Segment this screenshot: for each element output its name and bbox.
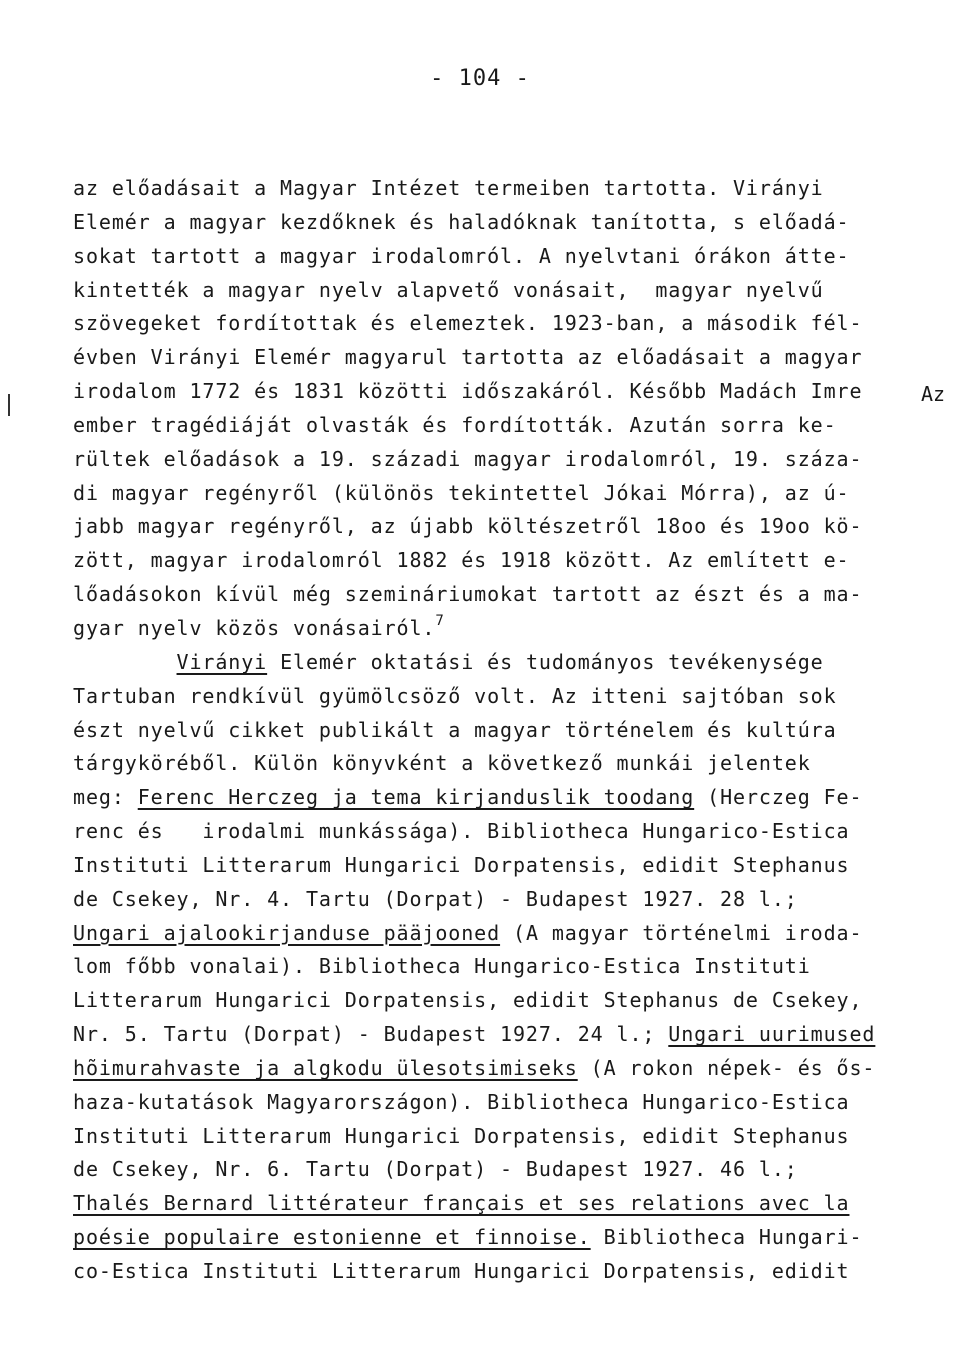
- text-segment: lom főbb vonalai). Bibliotheca Hungarico-Estica Instituti: [73, 954, 811, 979]
- text-line: [73, 612, 919, 646]
- text-segment: (A rokon népek- és ős-: [577, 1055, 876, 1080]
- text-line: [73, 443, 919, 477]
- text-segment: Bibliotheca Hungari-: [590, 1225, 863, 1250]
- underlined-title: Ungari uurimused: [668, 1022, 876, 1047]
- underlined-title: Ferenc Herczeg ja tema kirjanduslik toodang: [137, 785, 695, 810]
- text-line: [73, 917, 919, 951]
- text-segment: (A magyar történelmi iroda-: [500, 920, 863, 945]
- text-segment: tárgyköréből. Külön könyvként a következő munkái jelentek: [73, 751, 811, 776]
- text-line: [73, 375, 919, 409]
- text-segment: Tartuban rendkívül gyümölcsöző volt. Az itteni sajtóban sok: [73, 683, 837, 708]
- text-segment: Litterarum Hungarici Dorpatensis, edidit Stephanus de Csekey,: [73, 988, 863, 1013]
- text-line: [73, 206, 919, 240]
- underlined-title: poésie populaire estonienne et finnoise.: [73, 1225, 591, 1250]
- text-segment: haza-kutatások Magyarországon). Bibliotheca Hungarico-Estica: [73, 1089, 850, 1114]
- text-segment: de Csekey, Nr. 4. Tartu (Dorpat) - Budapest 1927. 28 l.;: [73, 886, 798, 911]
- margin-note: Az: [921, 382, 946, 406]
- text-line: [73, 274, 919, 308]
- page-number: - 104 -: [430, 66, 530, 91]
- text-line: [73, 477, 919, 511]
- text-line: [73, 409, 919, 443]
- text-segment: (Herczeg Fe-: [694, 785, 863, 810]
- text-line: [73, 1052, 919, 1086]
- text-segment: szövegeket fordítottak és elemeztek. 1923-ban, a második fél-: [73, 311, 863, 336]
- text-segment: Elemér oktatási és tudományos tevékenysége: [267, 649, 824, 674]
- text-line: [73, 883, 919, 917]
- text-line: [73, 1018, 919, 1052]
- text-line: [73, 1153, 919, 1187]
- text-segment: Elemér a magyar kezdőknek és haladóknak tanította, s előadá-: [73, 209, 850, 234]
- text-line: [73, 815, 919, 849]
- text-line: [73, 950, 919, 984]
- text-segment: az előadásait a Magyar Intézet termeiben tartotta. Virányi: [73, 176, 824, 200]
- text-line: [73, 714, 919, 748]
- text-segment: lőadásokon kívül még szemináriumokat tartott az észt és a ma-: [73, 582, 863, 607]
- text-segment: di magyar regényről (különös tekintettel Jókai Mórra), az ú-: [73, 480, 850, 505]
- text-segment: Instituti Litterarum Hungarici Dorpatensis, edidit Stephanus: [73, 852, 850, 877]
- text-segment: rültek előadások a 19. századi magyar irodalomról, 19. száza-: [73, 446, 863, 471]
- text-segment: Nr. 5. Tartu (Dorpat) - Budapest 1927. 24 l.;: [73, 1022, 669, 1047]
- text-segment: renc és irodalmi munkássága). Bibliotheca Hungarico-Estica: [73, 819, 850, 844]
- footnote-marker: 7: [435, 612, 445, 629]
- text-segment: gyar nyelv közös vonásairól.: [73, 615, 436, 640]
- underlined-title: Virányi: [176, 649, 268, 674]
- text-line: [73, 646, 919, 680]
- text-line: [73, 1221, 919, 1255]
- text-line: [73, 984, 919, 1018]
- text-segment: sokat tartott a magyar irodalomról. A nyelvtani órákon átte-: [73, 243, 850, 268]
- text-line: [73, 544, 919, 578]
- text-segment: de Csekey, Nr. 6. Tartu (Dorpat) - Budapest 1927. 46 l.;: [73, 1157, 798, 1182]
- text-segment: irodalom 1772 és 1831 közötti időszakáról. Később Madách Imre: [73, 379, 863, 404]
- text-line: [73, 1187, 919, 1221]
- text-segment: jabb magyar regényről, az újabb költészetről 18oo és 19oo kö-: [73, 514, 863, 539]
- text-line: [73, 747, 919, 781]
- text-line: [73, 341, 919, 375]
- text-line: [73, 680, 919, 714]
- underlined-title: Ungari ajalookirjanduse pääjooned: [73, 920, 501, 945]
- text-segment: Instituti Litterarum Hungarici Dorpatensis, edidit Stephanus: [73, 1123, 850, 1148]
- text-line: [73, 1120, 919, 1154]
- text-segment: co-Estica Instituti Litterarum Hungarici Dorpatensis, edidit: [73, 1259, 850, 1283]
- underlined-title: Thalés Bernard littérateur français et ses relations avec la: [73, 1191, 850, 1216]
- text-line: [73, 1086, 919, 1120]
- underlined-title: hõimurahvaste ja algkodu ülesotsimiseks: [73, 1055, 578, 1080]
- text-segment: zött, magyar irodalomról 1882 és 1918 között. Az említett e-: [73, 548, 850, 573]
- text-segment: észt nyelvű cikket publikált a magyar történelem és kultúra: [73, 717, 837, 742]
- text-line: [73, 849, 919, 883]
- text-line: [73, 781, 919, 815]
- text-line: [73, 578, 919, 612]
- text-line: [73, 240, 919, 274]
- text-line: [73, 1255, 919, 1289]
- body-text: [73, 172, 919, 1289]
- text-segment: kintették a magyar nyelv alapvető vonásait, magyar nyelvű: [73, 277, 824, 302]
- text-segment: évben Virányi Elemér magyarul tartotta az előadásait a magyar: [73, 345, 863, 370]
- margin-mark: [8, 394, 10, 416]
- text-segment: meg:: [73, 785, 138, 810]
- text-segment: ember tragédiáját olvasták és fordították. Azután sorra ke-: [73, 412, 837, 437]
- text-segment: [73, 650, 177, 674]
- text-line: [73, 510, 919, 544]
- text-line: [73, 307, 919, 341]
- text-line: [73, 172, 919, 206]
